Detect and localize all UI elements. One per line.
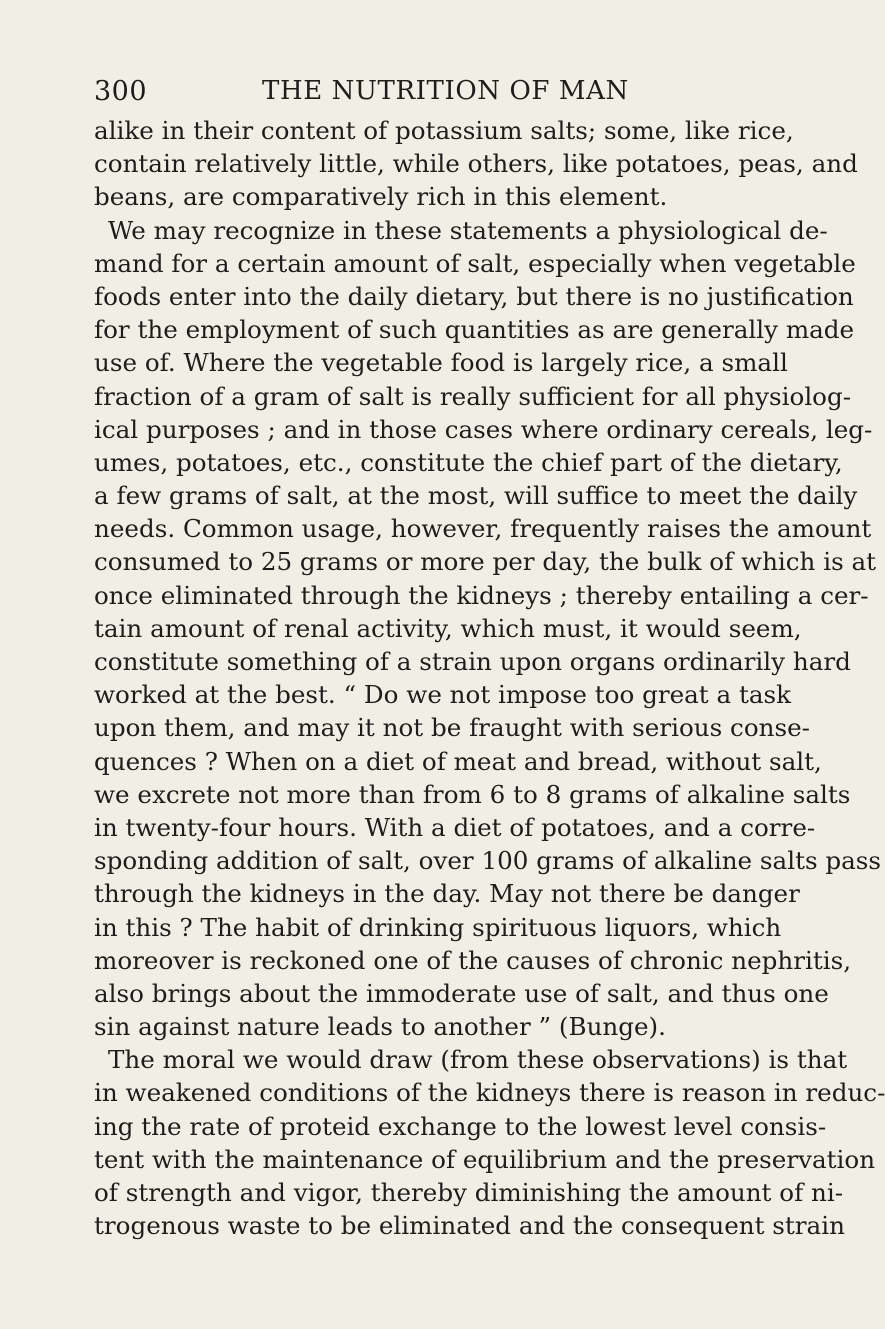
- text-line: needs. Common usage, however, frequently raises the amount: [94, 514, 872, 544]
- text-line: use of. Where the vegetable food is largely rice, a small: [94, 348, 788, 378]
- text-line: ing the rate of proteid exchange to the lowest level consis-: [94, 1111, 827, 1141]
- text-line: tent with the maintenance of equilibrium and the preservation: [94, 1144, 876, 1174]
- text-line: also brings about the immoderate use of salt, and thus one: [94, 978, 829, 1008]
- text-line: sin against nature leads to another ” (Bunge).: [94, 1012, 666, 1042]
- running-title: THE NUTRITION OF MAN: [262, 76, 629, 106]
- text-line: foods enter into the daily dietary, but there is no justification: [94, 281, 854, 311]
- body-text: [94, 114, 885, 1242]
- text-line: of strength and vigor, thereby diminishing the amount of ni-: [94, 1178, 844, 1207]
- text-line: moreover is reckoned one of the causes of chronic nephritis,: [94, 945, 852, 975]
- text-line: tain amount of renal activity, which must, it would seem,: [94, 613, 802, 643]
- text-line: fraction of a gram of salt is really sufficient for all physiolog-: [94, 381, 852, 411]
- text-line: through the kidneys in the day. May not there be danger: [94, 879, 800, 909]
- text-line: in weakened conditions of the kidneys there is reason in reduc-: [94, 1078, 885, 1108]
- text-line: in twenty-four hours. With a diet of potatoes, and a corre-: [94, 812, 816, 842]
- text-line: worked at the best. “ Do we not impose too great a task: [94, 680, 792, 710]
- text-line: in this ? The habit of drinking spirituous liquors, which: [94, 912, 782, 942]
- text-line: consumed to 25 grams or more per day, the bulk of which is at: [94, 547, 877, 577]
- text-line: once eliminated through the kidneys ; thereby entailing a cer-: [94, 580, 869, 610]
- text-line: a few grams of salt, at the most, will suffice to meet the daily: [94, 481, 858, 511]
- text-line: quences ? When on a diet of meat and bread, without salt,: [94, 746, 822, 776]
- text-line: sponding addition of salt, over 100 grams of alkaline salts pass: [94, 846, 882, 876]
- page-number: 300: [94, 76, 148, 107]
- text-line: mand for a certain amount of salt, especially when vegetable: [94, 248, 856, 278]
- text-line: umes, potatoes, etc., constitute the chief part of the dietary,: [94, 447, 843, 477]
- text-line: alike in their content of potassium salts; some, like rice,: [94, 116, 794, 145]
- text-line: contain relatively little, while others, like potatoes, peas, and: [94, 149, 858, 179]
- text-line: The moral we would draw (from these observations) is that: [108, 1045, 848, 1075]
- text-line: trogenous waste to be eliminated and the consequent strain: [94, 1211, 845, 1241]
- text-line: for the employment of such quantities as are generally made: [94, 315, 855, 345]
- text-line: ical purposes ; and in those cases where ordinary cereals, leg-: [94, 414, 873, 444]
- page-header: [94, 76, 710, 112]
- text-line: constitute something of a strain upon organs ordinarily hard: [94, 647, 851, 676]
- text-line: beans, are comparatively rich in this element.: [94, 182, 668, 212]
- text-line: upon them, and may it not be fraught with serious conse-: [94, 713, 810, 743]
- text-line: we excrete not more than from 6 to 8 grams of alkaline salts: [94, 779, 851, 809]
- text-line: We may recognize in these statements a physiological de-: [108, 215, 828, 245]
